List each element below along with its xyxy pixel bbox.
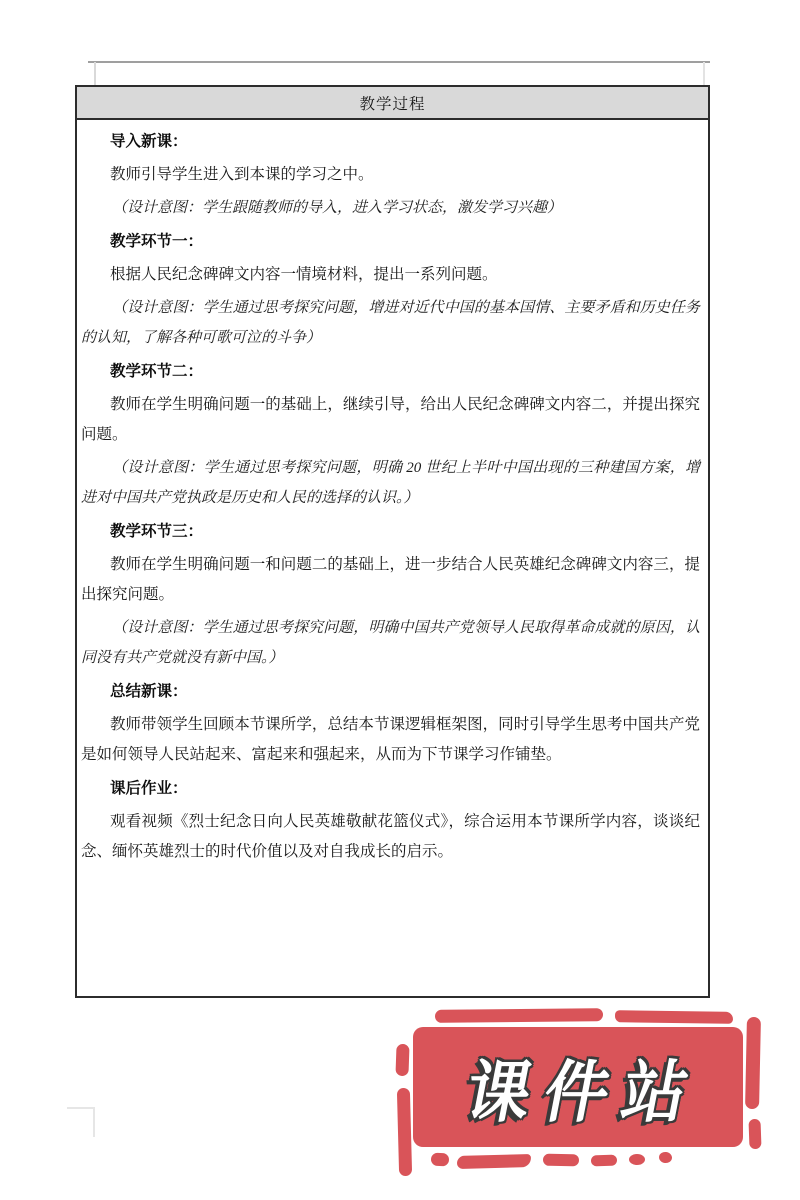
section-heading-intro: 导入新课： — [110, 133, 188, 150]
section-heading-summary: 总结新课： — [110, 683, 188, 700]
table-body-cell — [77, 120, 708, 996]
stamp-border-stroke — [457, 1154, 531, 1169]
stamp-text: 课件站 — [459, 1054, 709, 1131]
section-heading-step2: 教学环节二： — [110, 363, 204, 380]
stamp-border-stroke — [748, 1119, 761, 1149]
stamp-red-block — [413, 1027, 743, 1147]
stamp-border-stroke — [543, 1154, 579, 1167]
section-body-step3: 教师在学生明确问题一和问题二的基础上，进一步结合人民英雄纪念碑碑文内容三，提出探究问题。 — [81, 556, 700, 603]
stamp-border-stroke — [395, 1044, 409, 1076]
lesson-plan-table — [75, 85, 710, 998]
section-body-step2: 教师在学生明确问题一的基础上，继续引导，给出人民纪念碑碑文内容二，并提出探究问题。 — [81, 396, 700, 443]
section-body-homework: 观看视频《烈士纪念日向人民英雄敬献花篮仪式》，综合运用本节课所学内容，谈谈纪念、缅怀英雄烈士的时代价值以及对自我成长的启示。 — [81, 813, 700, 860]
section-heading-step1: 教学环节一： — [110, 233, 204, 250]
section-design-intent-step2: （设计意图：学生通过思考探究问题，明确 20 世纪上半叶中国出现的三种建国方案，增进对中国共产党执政是历史和人民的选择的认识。） — [81, 460, 700, 506]
section-heading-step3: 教学环节三： — [110, 523, 204, 540]
page-top-edge-line — [88, 61, 710, 63]
section-design-intent-intro: （设计意图：学生跟随教师的导入，进入学习状态，激发学习兴趣） — [112, 200, 563, 216]
stamp-border-stroke — [615, 1010, 733, 1024]
table-title: 教学过程 — [359, 95, 426, 113]
kejianzhan-watermark-stamp — [393, 1006, 775, 1178]
stamp-border-stroke — [745, 1017, 761, 1109]
text-boundary-mark-bottom-left-h — [67, 1107, 95, 1109]
section-design-intent-step1: （设计意图：学生通过思考探究问题，增进对近代中国的基本国情、主要矛盾和历史任务的认知，了解各种可歌可泣的斗争） — [81, 300, 700, 346]
table-header-cell — [77, 87, 708, 120]
stamp-border-stroke — [435, 1008, 603, 1023]
stamp-border-stroke — [431, 1153, 450, 1167]
section-body-intro: 教师引导学生进入到本课的学习之中。 — [110, 166, 374, 183]
section-body-step1: 根据人民纪念碑碑文内容一情境材料，提出一系列问题。 — [110, 266, 498, 283]
stamp-border-stroke — [397, 1088, 412, 1176]
section-design-intent-step3: （设计意图：学生通过思考探究问题，明确中国共产党领导人民取得革命成就的原因，认同没有共产党就没有新中国。） — [81, 620, 700, 666]
stamp-border-stroke — [658, 1151, 672, 1164]
section-heading-homework: 课后作业： — [110, 780, 188, 797]
stamp-border-stroke — [629, 1154, 645, 1165]
stamp-border-stroke — [591, 1155, 617, 1167]
section-body-summary: 教师带领学生回顾本节课所学，总结本节课逻辑框架图，同时引导学生思考中国共产党是如何领导人民站起来、富起来和强起来，从而为下节课学习作铺垫。 — [81, 716, 700, 763]
text-boundary-mark-bottom-left-v — [93, 1107, 95, 1137]
